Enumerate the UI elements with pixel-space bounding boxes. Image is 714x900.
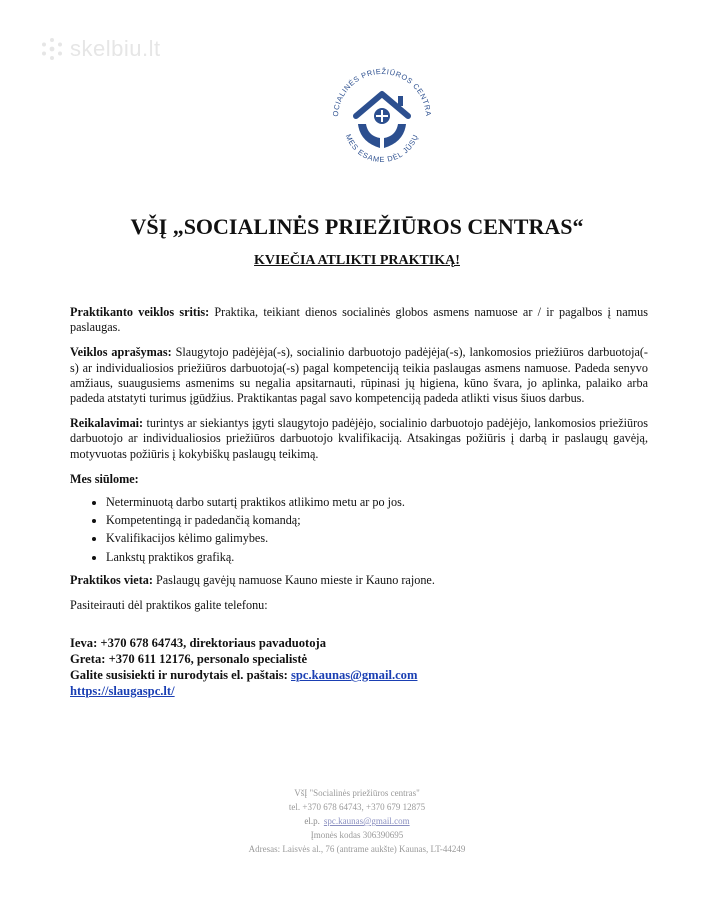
logo [322, 58, 442, 178]
footer-email-label: el.p. [304, 816, 320, 826]
footer-email-link[interactable]: spc.kaunas@gmail.com [323, 816, 410, 826]
section-area [70, 305, 648, 335]
svg-text:SOCIALINĖS PRIEŽIŪROS CENTRAS [322, 58, 433, 117]
list-item: • Kompetentingą ir padedančią komandą; [106, 513, 648, 528]
section-place-text: Paslaugų gavėjų namuose Kauno mieste ir Kauno rajone. [152, 572, 435, 587]
section-description [70, 345, 648, 406]
footer-org: VšĮ "Socialinės priežiūros centras" [294, 788, 420, 798]
svg-text:MES ESAME DĖL JŪSŲ [344, 133, 420, 164]
section-offer [70, 472, 648, 487]
footer-email-line [304, 814, 409, 828]
contact-ieva: Ieva: +370 678 64743, direktoriaus pavaduotoja [70, 636, 327, 651]
section-place [70, 573, 648, 588]
section-requirements-label: Reikalavimai: [70, 416, 144, 431]
page-title: VŠĮ „SOCIALINĖS PRIEŽIŪROS CENTRAS“ [130, 214, 584, 239]
section-requirements [70, 416, 648, 462]
website-link[interactable]: https://slaugaspc.lt/ [70, 684, 175, 699]
section-description-text: Slaugytojo padėjėja(-s), socialinio darbuotojo padėjėja(-s), lankomosios priežiūros darbuotoja(-s) ar individualiosios priežiūros darbuotoja(-s) pagal kompetenciją teikia paslaugas asmens namuose. Padeda senyvo amžiaus, suaugusiems asmenims su negalia apsitarnauti, rūpinasi jų higiena, kūno švara, jo aplinka, palaiko arba padeda atstatyti turimus įgūdžius. Praktikantas pagal savo kompetenciją padeda atlikti visus šiuos darbus. [70, 345, 648, 406]
footer-phones: tel. +370 678 64743, +370 679 12875 [288, 802, 426, 812]
list-item: • Neterminuotą darbo sutartį praktikos atlikimo metu ar po jos. [106, 495, 648, 510]
section-requirements-text: turintys ar siekiantys įgyti slaugytojo padėjėjo, socialinio darbuotojo padėjėjo, lankomosios priežiūros darbuotojo ar individualiosios priežiūros darbuotojo kvalifikaciją. Atsakingas požiūris į darbą ir paslaugų gavėją, motyvuotas požiūris į kokybiškų paslaugų teikimą. [70, 416, 648, 461]
contacts-block [70, 635, 648, 699]
watermark [40, 36, 161, 62]
section-area-label: Praktikanto veiklos sritis: [70, 305, 210, 319]
watermark-text: skelbiu.lt [70, 36, 161, 61]
logo-text-top: OCIALINĖS PRIEŽIŪROS CENTRA [330, 66, 434, 117]
footer [0, 786, 714, 856]
contact-email-line [70, 667, 648, 683]
footer-address: Adresas: Laisvės al., 76 (antrame aukšte) Kaunas, LT-44249 [248, 844, 466, 854]
inquire-text: Pasiteirauti dėl praktikos galite telefonu: [70, 598, 268, 613]
contact-email-link[interactable]: spc.kaunas@gmail.com [291, 668, 418, 683]
footer-company-code: Įmonės kodas 306390695 [310, 830, 404, 840]
document-body [70, 305, 648, 699]
list-item: • Lankstų praktikos grafiką. [106, 550, 648, 565]
section-description-label: Veiklos aprašymas: [70, 345, 172, 360]
contact-email-label: Galite susisiekti ir nurodytais el. paštais: [70, 668, 291, 683]
section-place-label: Praktikos vieta: [70, 572, 153, 587]
logo-text-bottom: MES ESAME DĖL JŪSŲ [343, 132, 421, 165]
contact-greta: Greta: +370 611 12176, personalo specialistė [70, 652, 308, 667]
section-area-text: Praktika, teikiant dienos socialinės globos asmens namuose ar / ir pagalbos į namus paslaugas. [70, 305, 649, 335]
offer-list [70, 495, 648, 565]
page-subtitle: KVIEČIA ATLIKTI PRAKTIKĄ! [254, 253, 460, 268]
list-item: • Kvalifikacijos kėlimo galimybes. [106, 531, 648, 546]
section-offer-label: Mes siūlome: [70, 471, 139, 486]
logo-emblem [322, 58, 442, 178]
snowflake-icon [40, 37, 64, 61]
